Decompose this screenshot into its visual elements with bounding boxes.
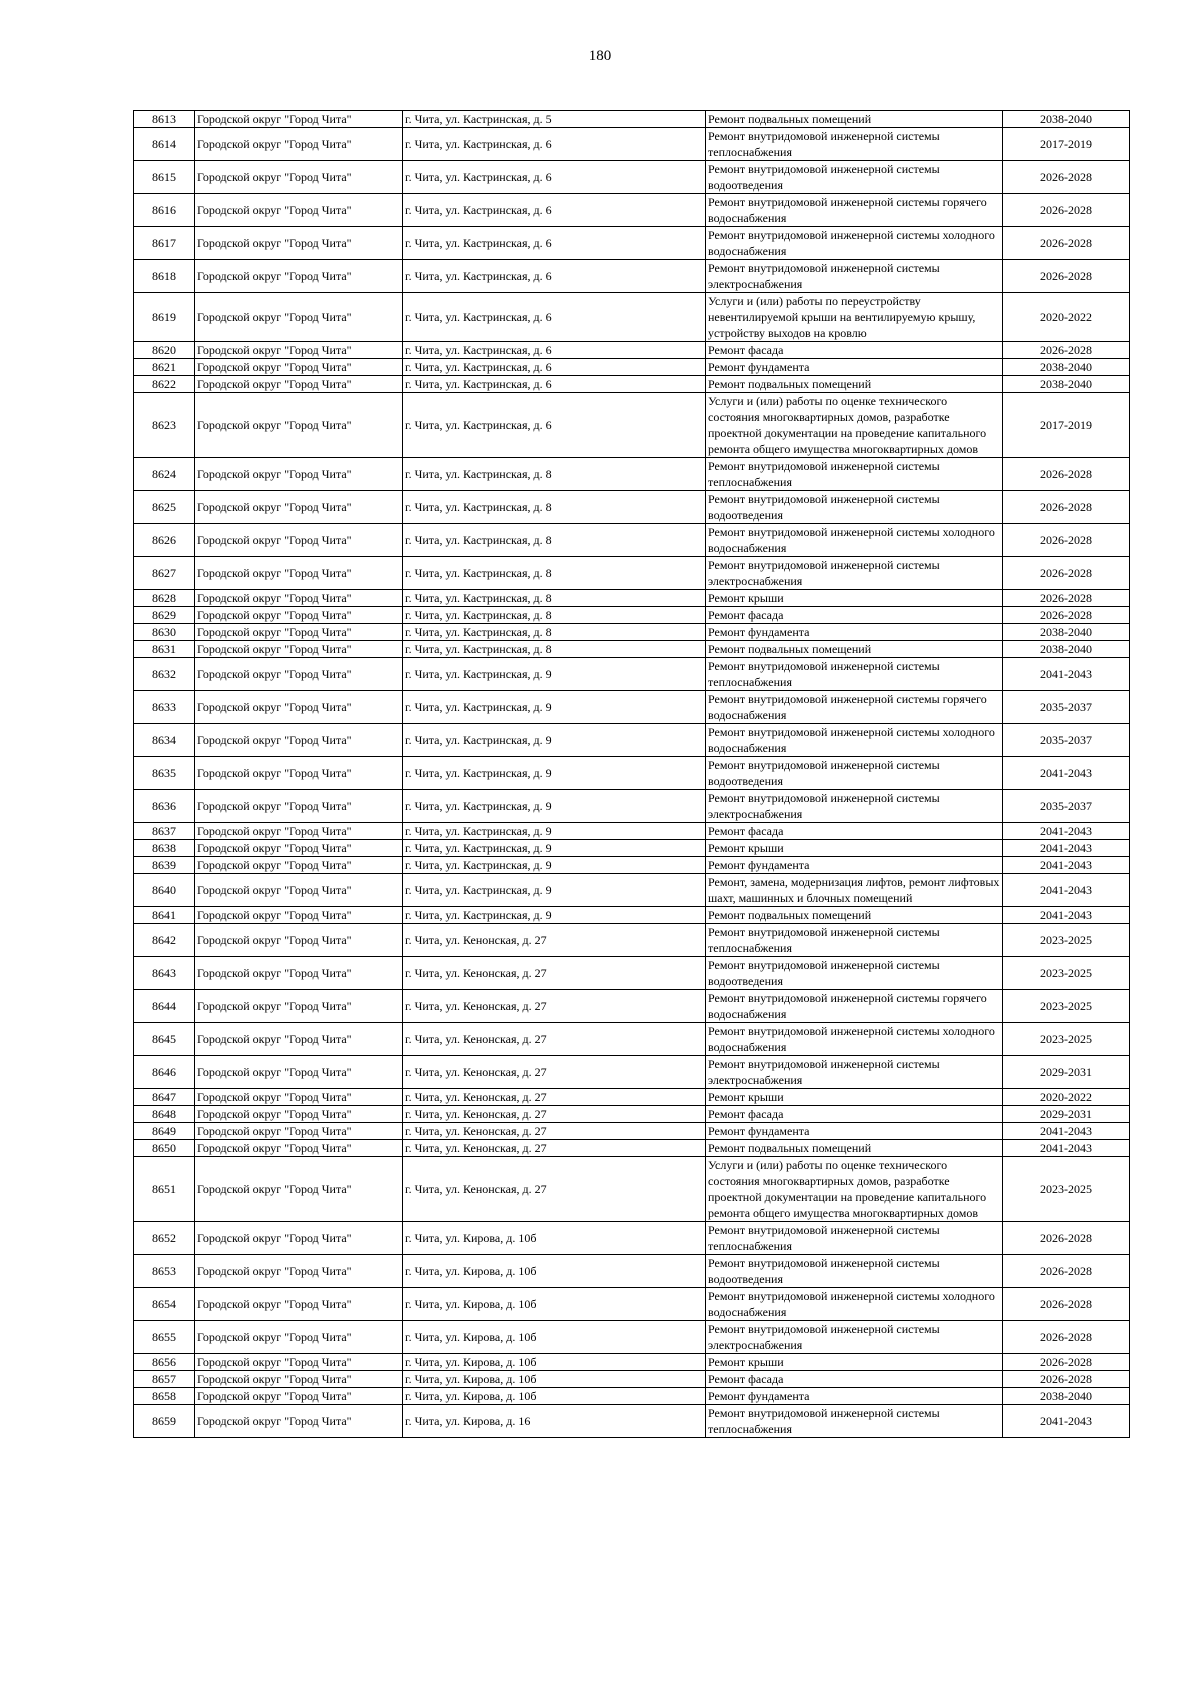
work-type-cell: Ремонт внутридомовой инженерной системы теплоснабжения	[706, 658, 1003, 691]
row-number-cell: 8616	[134, 194, 195, 227]
table-row	[134, 607, 1130, 624]
period-cell: 2026-2028	[1003, 1288, 1130, 1321]
municipality-cell: Городской округ "Город Чита"	[195, 1288, 403, 1321]
period-cell: 2023-2025	[1003, 1023, 1130, 1056]
address-cell: г. Чита, ул. Кастринская, д. 8	[403, 491, 706, 524]
work-type-cell: Ремонт крыши	[706, 590, 1003, 607]
table-row	[134, 840, 1130, 857]
period-cell: 2041-2043	[1003, 757, 1130, 790]
period-cell: 2041-2043	[1003, 840, 1130, 857]
table-row	[134, 194, 1130, 227]
table-row	[134, 260, 1130, 293]
row-number-cell: 8642	[134, 924, 195, 957]
municipality-cell: Городской округ "Город Чита"	[195, 1140, 403, 1157]
table-row	[134, 823, 1130, 840]
period-cell: 2026-2028	[1003, 260, 1130, 293]
work-type-cell: Ремонт внутридомовой инженерной системы теплоснабжения	[706, 1405, 1003, 1438]
row-number-cell: 8620	[134, 342, 195, 359]
address-cell: г. Чита, ул. Кенонская, д. 27	[403, 1023, 706, 1056]
address-cell: г. Чита, ул. Кастринская, д. 9	[403, 840, 706, 857]
table-row	[134, 907, 1130, 924]
municipality-cell: Городской округ "Город Чита"	[195, 260, 403, 293]
municipality-cell: Городской округ "Город Чита"	[195, 857, 403, 874]
municipality-cell: Городской округ "Город Чита"	[195, 376, 403, 393]
address-cell: г. Чита, ул. Кирова, д. 10б	[403, 1321, 706, 1354]
table-row	[134, 691, 1130, 724]
work-type-cell: Ремонт внутридомовой инженерной системы водоотведения	[706, 491, 1003, 524]
row-number-cell: 8651	[134, 1157, 195, 1222]
work-type-cell: Ремонт фундамента	[706, 624, 1003, 641]
table-row	[134, 641, 1130, 658]
period-cell: 2038-2040	[1003, 641, 1130, 658]
row-number-cell: 8632	[134, 658, 195, 691]
work-type-cell: Ремонт подвальных помещений	[706, 641, 1003, 658]
work-type-cell: Ремонт внутридомовой инженерной системы водоотведения	[706, 957, 1003, 990]
table-row	[134, 857, 1130, 874]
table-row	[134, 1123, 1130, 1140]
period-cell: 2026-2028	[1003, 590, 1130, 607]
work-type-cell: Ремонт внутридомовой инженерной системы электроснабжения	[706, 790, 1003, 823]
table-row	[134, 128, 1130, 161]
row-number-cell: 8639	[134, 857, 195, 874]
address-cell: г. Чита, ул. Кирова, д. 10б	[403, 1222, 706, 1255]
address-cell: г. Чита, ул. Кастринская, д. 9	[403, 691, 706, 724]
municipality-cell: Городской округ "Город Чита"	[195, 790, 403, 823]
table-row	[134, 990, 1130, 1023]
municipality-cell: Городской округ "Город Чита"	[195, 1123, 403, 1140]
table-row	[134, 376, 1130, 393]
table-row	[134, 1371, 1130, 1388]
address-cell: г. Чита, ул. Кастринская, д. 9	[403, 790, 706, 823]
work-type-cell: Ремонт фундамента	[706, 1123, 1003, 1140]
period-cell: 2023-2025	[1003, 990, 1130, 1023]
address-cell: г. Чита, ул. Кастринская, д. 9	[403, 823, 706, 840]
row-number-cell: 8628	[134, 590, 195, 607]
municipality-cell: Городской округ "Город Чита"	[195, 641, 403, 658]
address-cell: г. Чита, ул. Кастринская, д. 6	[403, 128, 706, 161]
table-row	[134, 491, 1130, 524]
period-cell: 2026-2028	[1003, 1222, 1130, 1255]
work-type-cell: Ремонт фасада	[706, 342, 1003, 359]
row-number-cell: 8633	[134, 691, 195, 724]
work-type-cell: Ремонт внутридомовой инженерной системы водоотведения	[706, 161, 1003, 194]
address-cell: г. Чита, ул. Кастринская, д. 8	[403, 524, 706, 557]
row-number-cell: 8624	[134, 458, 195, 491]
table-row	[134, 1056, 1130, 1089]
municipality-cell: Городской округ "Город Чита"	[195, 128, 403, 161]
municipality-cell: Городской округ "Город Чита"	[195, 724, 403, 757]
period-cell: 2026-2028	[1003, 1321, 1130, 1354]
row-number-cell: 8625	[134, 491, 195, 524]
table-row	[134, 1288, 1130, 1321]
period-cell: 2029-2031	[1003, 1106, 1130, 1123]
municipality-cell: Городской округ "Город Чита"	[195, 590, 403, 607]
row-number-cell: 8644	[134, 990, 195, 1023]
row-number-cell: 8636	[134, 790, 195, 823]
work-type-cell: Услуги и (или) работы по оценке технического состояния многоквартирных домов, разработке проектной документации на проведение капитального ремонта общего имущества многоквартирных домов	[706, 393, 1003, 458]
work-type-cell: Ремонт крыши	[706, 1354, 1003, 1371]
table-row	[134, 724, 1130, 757]
work-type-cell: Ремонт подвальных помещений	[706, 376, 1003, 393]
municipality-cell: Городской округ "Город Чита"	[195, 1157, 403, 1222]
row-number-cell: 8654	[134, 1288, 195, 1321]
work-type-cell: Ремонт внутридомовой инженерной системы теплоснабжения	[706, 458, 1003, 491]
municipality-cell: Городской округ "Город Чита"	[195, 1089, 403, 1106]
address-cell: г. Чита, ул. Кастринская, д. 6	[403, 376, 706, 393]
row-number-cell: 8618	[134, 260, 195, 293]
address-cell: г. Чита, ул. Кирова, д. 10б	[403, 1354, 706, 1371]
row-number-cell: 8648	[134, 1106, 195, 1123]
row-number-cell: 8613	[134, 111, 195, 128]
address-cell: г. Чита, ул. Кастринская, д. 6	[403, 293, 706, 342]
work-type-cell: Ремонт внутридомовой инженерной системы холодного водоснабжения	[706, 1023, 1003, 1056]
work-type-cell: Ремонт фундамента	[706, 1388, 1003, 1405]
municipality-cell: Городской округ "Город Чита"	[195, 907, 403, 924]
municipality-cell: Городской округ "Город Чита"	[195, 1106, 403, 1123]
table-body	[134, 111, 1130, 1438]
row-number-cell: 8653	[134, 1255, 195, 1288]
period-cell: 2026-2028	[1003, 194, 1130, 227]
table-row	[134, 1388, 1130, 1405]
address-cell: г. Чита, ул. Кенонская, д. 27	[403, 990, 706, 1023]
period-cell: 2038-2040	[1003, 1388, 1130, 1405]
address-cell: г. Чита, ул. Кенонская, д. 27	[403, 1157, 706, 1222]
address-cell: г. Чита, ул. Кастринская, д. 9	[403, 907, 706, 924]
table-row	[134, 111, 1130, 128]
period-cell: 2017-2019	[1003, 128, 1130, 161]
municipality-cell: Городской округ "Город Чита"	[195, 194, 403, 227]
row-number-cell: 8621	[134, 359, 195, 376]
work-type-cell: Ремонт подвальных помещений	[706, 1140, 1003, 1157]
municipality-cell: Городской округ "Город Чита"	[195, 1023, 403, 1056]
work-type-cell: Ремонт фасада	[706, 1106, 1003, 1123]
municipality-cell: Городской округ "Город Чита"	[195, 1255, 403, 1288]
row-number-cell: 8627	[134, 557, 195, 590]
work-type-cell: Ремонт внутридомовой инженерной системы холодного водоснабжения	[706, 724, 1003, 757]
municipality-cell: Городской округ "Город Чита"	[195, 957, 403, 990]
municipality-cell: Городской округ "Город Чита"	[195, 1222, 403, 1255]
municipality-cell: Городской округ "Город Чита"	[195, 458, 403, 491]
municipality-cell: Городской округ "Город Чита"	[195, 524, 403, 557]
address-cell: г. Чита, ул. Кастринская, д. 9	[403, 757, 706, 790]
period-cell: 2041-2043	[1003, 658, 1130, 691]
address-cell: г. Чита, ул. Кастринская, д. 9	[403, 874, 706, 907]
work-type-cell: Ремонт фасада	[706, 823, 1003, 840]
period-cell: 2041-2043	[1003, 857, 1130, 874]
table-row	[134, 1255, 1130, 1288]
address-cell: г. Чита, ул. Кастринская, д. 8	[403, 458, 706, 491]
period-cell: 2038-2040	[1003, 359, 1130, 376]
address-cell: г. Чита, ул. Кенонская, д. 27	[403, 1089, 706, 1106]
table-row	[134, 1354, 1130, 1371]
period-cell: 2026-2028	[1003, 1371, 1130, 1388]
table-row	[134, 227, 1130, 260]
row-number-cell: 8647	[134, 1089, 195, 1106]
municipality-cell: Городской округ "Город Чита"	[195, 293, 403, 342]
row-number-cell: 8626	[134, 524, 195, 557]
address-cell: г. Чита, ул. Кастринская, д. 8	[403, 641, 706, 658]
row-number-cell: 8641	[134, 907, 195, 924]
table-row	[134, 1023, 1130, 1056]
address-cell: г. Чита, ул. Кенонская, д. 27	[403, 1123, 706, 1140]
repair-schedule-table	[133, 110, 1130, 1438]
table-row	[134, 590, 1130, 607]
work-type-cell: Ремонт фасада	[706, 1371, 1003, 1388]
table-row	[134, 458, 1130, 491]
municipality-cell: Городской округ "Город Чита"	[195, 840, 403, 857]
address-cell: г. Чита, ул. Кастринская, д. 6	[403, 227, 706, 260]
table-row	[134, 924, 1130, 957]
address-cell: г. Чита, ул. Кирова, д. 10б	[403, 1255, 706, 1288]
work-type-cell: Ремонт крыши	[706, 1089, 1003, 1106]
period-cell: 2026-2028	[1003, 524, 1130, 557]
municipality-cell: Городской округ "Город Чита"	[195, 624, 403, 641]
work-type-cell: Ремонт внутридомовой инженерной системы теплоснабжения	[706, 1222, 1003, 1255]
period-cell: 2026-2028	[1003, 161, 1130, 194]
address-cell: г. Чита, ул. Кастринская, д. 9	[403, 658, 706, 691]
address-cell: г. Чита, ул. Кастринская, д. 8	[403, 557, 706, 590]
municipality-cell: Городской округ "Город Чита"	[195, 1371, 403, 1388]
municipality-cell: Городской округ "Город Чита"	[195, 1321, 403, 1354]
table-row	[134, 790, 1130, 823]
row-number-cell: 8640	[134, 874, 195, 907]
period-cell: 2026-2028	[1003, 342, 1130, 359]
period-cell: 2035-2037	[1003, 691, 1130, 724]
period-cell: 2026-2028	[1003, 557, 1130, 590]
municipality-cell: Городской округ "Город Чита"	[195, 874, 403, 907]
period-cell: 2026-2028	[1003, 491, 1130, 524]
address-cell: г. Чита, ул. Кирова, д. 16	[403, 1405, 706, 1438]
address-cell: г. Чита, ул. Кенонская, д. 27	[403, 1056, 706, 1089]
municipality-cell: Городской округ "Город Чита"	[195, 111, 403, 128]
period-cell: 2026-2028	[1003, 1255, 1130, 1288]
address-cell: г. Чита, ул. Кастринская, д. 9	[403, 857, 706, 874]
table-row	[134, 757, 1130, 790]
table-row	[134, 1157, 1130, 1222]
municipality-cell: Городской округ "Город Чита"	[195, 924, 403, 957]
work-type-cell: Ремонт внутридомовой инженерной системы холодного водоснабжения	[706, 227, 1003, 260]
work-type-cell: Ремонт фундамента	[706, 359, 1003, 376]
address-cell: г. Чита, ул. Кирова, д. 10б	[403, 1288, 706, 1321]
municipality-cell: Городской округ "Город Чита"	[195, 691, 403, 724]
row-number-cell: 8617	[134, 227, 195, 260]
period-cell: 2038-2040	[1003, 376, 1130, 393]
period-cell: 2026-2028	[1003, 227, 1130, 260]
work-type-cell: Ремонт внутридомовой инженерной системы водоотведения	[706, 757, 1003, 790]
address-cell: г. Чита, ул. Кирова, д. 10б	[403, 1371, 706, 1388]
period-cell: 2023-2025	[1003, 924, 1130, 957]
table-row	[134, 161, 1130, 194]
municipality-cell: Городской округ "Город Чита"	[195, 557, 403, 590]
table-row	[134, 658, 1130, 691]
table-row	[134, 1106, 1130, 1123]
municipality-cell: Городской округ "Город Чита"	[195, 607, 403, 624]
period-cell: 2026-2028	[1003, 1354, 1130, 1371]
row-number-cell: 8658	[134, 1388, 195, 1405]
row-number-cell: 8643	[134, 957, 195, 990]
table-row	[134, 1321, 1130, 1354]
municipality-cell: Городской округ "Город Чита"	[195, 227, 403, 260]
row-number-cell: 8638	[134, 840, 195, 857]
period-cell: 2041-2043	[1003, 1405, 1130, 1438]
address-cell: г. Чита, ул. Кастринская, д. 5	[403, 111, 706, 128]
work-type-cell: Ремонт фундамента	[706, 857, 1003, 874]
work-type-cell: Ремонт внутридомовой инженерной системы теплоснабжения	[706, 924, 1003, 957]
work-type-cell: Ремонт внутридомовой инженерной системы холодного водоснабжения	[706, 524, 1003, 557]
work-type-cell: Ремонт внутридомовой инженерной системы электроснабжения	[706, 1321, 1003, 1354]
work-type-cell: Услуги и (или) работы по переустройству невентилируемой крыши на вентилируемую крышу, устройству выходов на кровлю	[706, 293, 1003, 342]
municipality-cell: Городской округ "Город Чита"	[195, 1405, 403, 1438]
address-cell: г. Чита, ул. Кастринская, д. 6	[403, 260, 706, 293]
row-number-cell: 8646	[134, 1056, 195, 1089]
work-type-cell: Услуги и (или) работы по оценке технического состояния многоквартирных домов, разработке проектной документации на проведение капитального ремонта общего имущества многоквартирных домов	[706, 1157, 1003, 1222]
work-type-cell: Ремонт внутридомовой инженерной системы горячего водоснабжения	[706, 194, 1003, 227]
period-cell: 2041-2043	[1003, 1140, 1130, 1157]
municipality-cell: Городской округ "Город Чита"	[195, 757, 403, 790]
period-cell: 2017-2019	[1003, 393, 1130, 458]
work-type-cell: Ремонт внутридомовой инженерной системы электроснабжения	[706, 557, 1003, 590]
period-cell: 2041-2043	[1003, 907, 1130, 924]
address-cell: г. Чита, ул. Кастринская, д. 6	[403, 359, 706, 376]
row-number-cell: 8659	[134, 1405, 195, 1438]
row-number-cell: 8650	[134, 1140, 195, 1157]
work-type-cell: Ремонт подвальных помещений	[706, 907, 1003, 924]
table-row	[134, 293, 1130, 342]
address-cell: г. Чита, ул. Кастринская, д. 9	[403, 724, 706, 757]
address-cell: г. Чита, ул. Кастринская, д. 6	[403, 161, 706, 194]
municipality-cell: Городской округ "Город Чита"	[195, 393, 403, 458]
row-number-cell: 8645	[134, 1023, 195, 1056]
table-row	[134, 1405, 1130, 1438]
work-type-cell: Ремонт внутридомовой инженерной системы холодного водоснабжения	[706, 1288, 1003, 1321]
period-cell: 2026-2028	[1003, 607, 1130, 624]
municipality-cell: Городской округ "Город Чита"	[195, 1354, 403, 1371]
address-cell: г. Чита, ул. Кастринская, д. 6	[403, 342, 706, 359]
period-cell: 2038-2040	[1003, 624, 1130, 641]
address-cell: г. Чита, ул. Кенонская, д. 27	[403, 1106, 706, 1123]
address-cell: г. Чита, ул. Кастринская, д. 8	[403, 607, 706, 624]
municipality-cell: Городской округ "Город Чита"	[195, 658, 403, 691]
work-type-cell: Ремонт фасада	[706, 607, 1003, 624]
row-number-cell: 8629	[134, 607, 195, 624]
table-row	[134, 1140, 1130, 1157]
address-cell: г. Чита, ул. Кенонская, д. 27	[403, 957, 706, 990]
row-number-cell: 8631	[134, 641, 195, 658]
row-number-cell: 8652	[134, 1222, 195, 1255]
table-row	[134, 624, 1130, 641]
table-row	[134, 957, 1130, 990]
period-cell: 2041-2043	[1003, 1123, 1130, 1140]
row-number-cell: 8656	[134, 1354, 195, 1371]
work-type-cell: Ремонт крыши	[706, 840, 1003, 857]
row-number-cell: 8649	[134, 1123, 195, 1140]
work-type-cell: Ремонт внутридомовой инженерной системы электроснабжения	[706, 1056, 1003, 1089]
table-row	[134, 874, 1130, 907]
period-cell: 2035-2037	[1003, 724, 1130, 757]
table-row	[134, 342, 1130, 359]
table-row	[134, 359, 1130, 376]
address-cell: г. Чита, ул. Кастринская, д. 8	[403, 624, 706, 641]
page-number: 180	[588, 48, 612, 64]
period-cell: 2020-2022	[1003, 1089, 1130, 1106]
table-row	[134, 557, 1130, 590]
municipality-cell: Городской округ "Город Чита"	[195, 990, 403, 1023]
municipality-cell: Городской округ "Город Чита"	[195, 491, 403, 524]
row-number-cell: 8622	[134, 376, 195, 393]
row-number-cell: 8637	[134, 823, 195, 840]
municipality-cell: Городской округ "Город Чита"	[195, 161, 403, 194]
period-cell: 2026-2028	[1003, 458, 1130, 491]
table-row	[134, 524, 1130, 557]
row-number-cell: 8657	[134, 1371, 195, 1388]
period-cell: 2038-2040	[1003, 111, 1130, 128]
address-cell: г. Чита, ул. Кастринская, д. 8	[403, 590, 706, 607]
municipality-cell: Городской округ "Город Чита"	[195, 359, 403, 376]
work-type-cell: Ремонт внутридомовой инженерной системы электроснабжения	[706, 260, 1003, 293]
row-number-cell: 8655	[134, 1321, 195, 1354]
address-cell: г. Чита, ул. Кенонская, д. 27	[403, 924, 706, 957]
row-number-cell: 8634	[134, 724, 195, 757]
row-number-cell: 8623	[134, 393, 195, 458]
period-cell: 2023-2025	[1003, 957, 1130, 990]
table-row	[134, 1089, 1130, 1106]
municipality-cell: Городской округ "Город Чита"	[195, 1388, 403, 1405]
period-cell: 2035-2037	[1003, 790, 1130, 823]
period-cell: 2029-2031	[1003, 1056, 1130, 1089]
work-type-cell: Ремонт, замена, модернизация лифтов, ремонт лифтовых шахт, машинных и блочных помещений	[706, 874, 1003, 907]
address-cell: г. Чита, ул. Кастринская, д. 6	[403, 194, 706, 227]
row-number-cell: 8630	[134, 624, 195, 641]
period-cell: 2023-2025	[1003, 1157, 1130, 1222]
row-number-cell: 8635	[134, 757, 195, 790]
row-number-cell: 8614	[134, 128, 195, 161]
row-number-cell: 8619	[134, 293, 195, 342]
period-cell: 2041-2043	[1003, 874, 1130, 907]
table-row	[134, 393, 1130, 458]
work-type-cell: Ремонт внутридомовой инженерной системы горячего водоснабжения	[706, 990, 1003, 1023]
work-type-cell: Ремонт внутридомовой инженерной системы теплоснабжения	[706, 128, 1003, 161]
address-cell: г. Чита, ул. Кирова, д. 10б	[403, 1388, 706, 1405]
work-type-cell: Ремонт внутридомовой инженерной системы горячего водоснабжения	[706, 691, 1003, 724]
table-row	[134, 1222, 1130, 1255]
row-number-cell: 8615	[134, 161, 195, 194]
municipality-cell: Городской округ "Город Чита"	[195, 342, 403, 359]
municipality-cell: Городской округ "Город Чита"	[195, 823, 403, 840]
address-cell: г. Чита, ул. Кенонская, д. 27	[403, 1140, 706, 1157]
work-type-cell: Ремонт внутридомовой инженерной системы водоотведения	[706, 1255, 1003, 1288]
municipality-cell: Городской округ "Город Чита"	[195, 1056, 403, 1089]
period-cell: 2041-2043	[1003, 823, 1130, 840]
address-cell: г. Чита, ул. Кастринская, д. 6	[403, 393, 706, 458]
work-type-cell: Ремонт подвальных помещений	[706, 111, 1003, 128]
period-cell: 2020-2022	[1003, 293, 1130, 342]
